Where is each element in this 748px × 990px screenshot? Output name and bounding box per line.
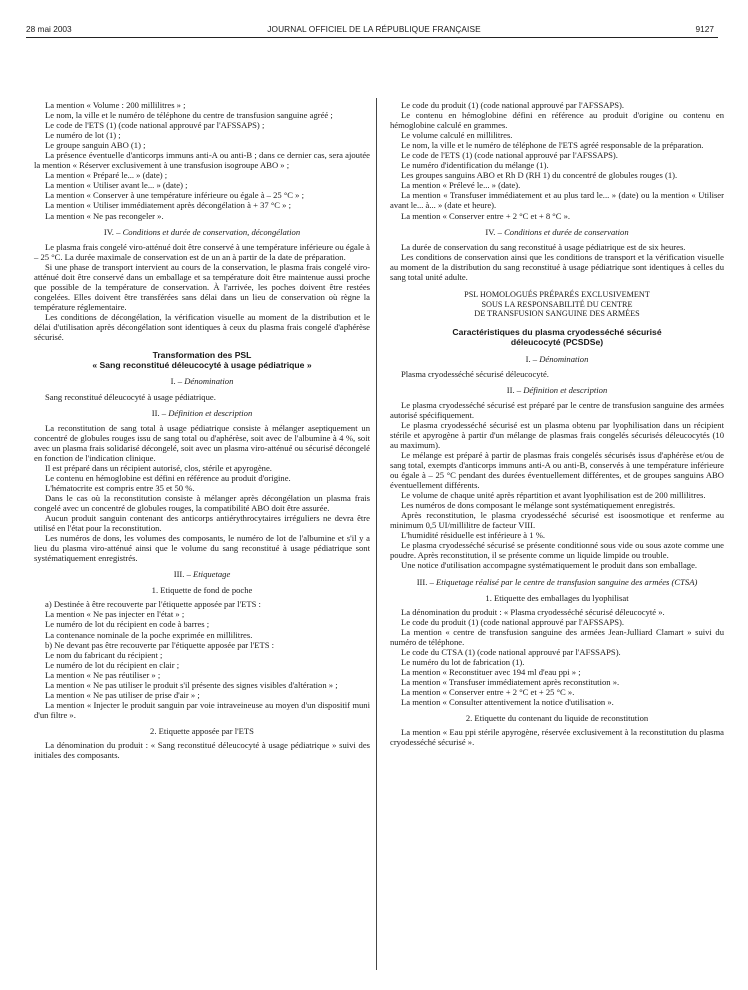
paragraph: Le numéro de lot du récipient en code à barres ; xyxy=(45,619,210,630)
paragraph: Plasma cryodesséché sécurisé déleucocyté. xyxy=(401,368,549,379)
paragraph: La mention « Ne pas recongeler ». xyxy=(45,210,164,221)
paragraph: Les numéros de dons, les volumes des composants, le numéro de lot de l'albumine et s'il y a lieu du plasma viro-atténué ainsi que le volume du sang reconstitué à usage pédiatrique sont systématiquement enregistrés. xyxy=(34,533,370,564)
paragraph: La mention « Ne pas utiliser le produit s'il présente des signes visibles d'altération » ; xyxy=(45,679,338,690)
paragraph: La mention « Transfuser immédiatement et au plus tard le... » (date) ou la mention « Utiliser avant le... à... » (date et heure). xyxy=(390,190,724,211)
paragraph: b) Ne devant pas être recouverte par l'étiquette apposée par l'ETS : xyxy=(45,639,275,650)
caps-line-1: PSL HOMOLOGUÉS PRÉPARÉS EXCLUSIVEMENT xyxy=(464,289,650,299)
paragraph: La reconstitution de sang total à usage pédiatrique consiste à mélanger aseptiquement un concentré de globules rouges issu de sang total ou d'aphérèse, soit avec de l'albumine à 4 %, soit avec un plasma frais solidarisé décongelé, soit avec un plasma viro-atténué ou sécurisé décongelé en fonction de l'indication clinique. xyxy=(34,422,370,463)
paragraph: La mention « Prélevé le... » (date). xyxy=(401,180,521,191)
left-column xyxy=(34,100,370,760)
page-number: 9127 xyxy=(695,24,714,34)
paragraph: Le mélange est préparé à partir de plasmas frais congelés sécurisés issus d'aphérèse et/ou de sang total, exempts d'anticorps immuns anti-A ou anti-B, conservés à une température inférieure ou égale à – 25 °C pendant des durées éventuellement différentes, et de groupes sanguins ABO éventuellement différents. xyxy=(390,449,724,491)
section-title: Définition et description xyxy=(523,384,608,395)
left-main-title xyxy=(34,350,370,370)
section-title: Conditions et durée de conservation, décongélation xyxy=(122,226,301,237)
paragraph: La mention « Reconstituer avec 194 ml d'eau ppi » ; xyxy=(401,666,581,677)
caps-line-2: SOUS LA RESPONSABILITÉ DU CENTRE xyxy=(481,299,633,309)
right-block-6 xyxy=(390,727,724,747)
paragraph: Le code du produit (1) (code national approuvé par l'AFSSAPS). xyxy=(401,100,625,110)
left-block-3 xyxy=(34,392,370,402)
paragraph: a) Destinée à être recouverte par l'étiquette apposée par l'ETS : xyxy=(45,599,261,610)
paragraph: Il est préparé dans un récipient autorisé, clos, stérile et apyrogène. xyxy=(45,462,272,473)
paragraph: La mention « Préparé le... » (date) ; xyxy=(45,170,168,181)
paragraph: La dénomination du produit : « Plasma cryodesséché sécurisé déleucocyté ». xyxy=(401,606,665,617)
paragraph: Sang reconstitué déleucocyté à usage pédiatrique. xyxy=(45,391,216,402)
paragraph: La présence éventuelle d'anticorps immuns anti-A ou anti-B ; dans ce dernier cas, sera ajoutée la mention « Réserver exclusivement à une transfusion isogroupe ABO » ; xyxy=(34,150,370,171)
left-block-2 xyxy=(34,242,370,342)
right-caps-heading xyxy=(390,290,724,319)
paragraph: La mention « Ne pas utiliser de prise d'air » ; xyxy=(45,689,200,700)
paragraph: L'humidité résiduelle est inférieure à 1 %. xyxy=(401,530,546,541)
column-divider xyxy=(376,98,377,970)
paragraph: Les conditions de décongélation, la vérification visuelle au moment de la distribution et le délai d'utilisation après décongélation sont identiques à ceux du plasma frais congelé d'aphérèse sécurisé. xyxy=(34,311,370,343)
paragraph: Le plasma cryodesséché sécurisé est un plasma obtenu par lyophilisation dans un récipient stérile et apyrogène à partir d'un mélange de plasmas frais congelés sécurisés déleucocytés (10 au maximum). xyxy=(390,419,724,450)
paragraph: Les numéros de dons composant le mélange sont systématiquement enregistrés. xyxy=(401,500,675,511)
main-title-line-2: « Sang reconstitué déleucocyté à usage pédiatrique » xyxy=(92,360,312,371)
section-number: IV. – xyxy=(485,226,502,237)
paragraph: Le volume calculé en millilitres. xyxy=(401,130,513,141)
paragraph: Le nom, la ville et le numéro de téléphone du centre de transfusion sanguine agréé ; xyxy=(45,110,333,121)
journal-title: JOURNAL OFFICIEL DE LA RÉPUBLIQUE FRANÇAISE xyxy=(267,24,481,34)
header-date: 28 mai 2003 xyxy=(26,24,72,34)
right-subheading-2: 2. Etiquette du contenant du liquide de reconstitution xyxy=(465,713,649,724)
section-title: Etiquetage xyxy=(193,569,231,580)
caps-line-3: DE TRANSFUSION SANGUINE DES ARMÉES xyxy=(474,309,640,319)
paragraph: La mention « Conserver à une température inférieure ou égale à – 25 °C » ; xyxy=(45,190,305,201)
paragraph: La durée de conservation du sang reconstitué à usage pédiatrique est de six heures. xyxy=(401,241,686,252)
paragraph: La mention « centre de transfusion sanguine des armées Jean-Julliard Clamart » suivi du numéro de téléphone. xyxy=(390,626,724,647)
paragraph: Une notice d'utilisation accompagne systématiquement le produit dans son emballage. xyxy=(401,560,698,571)
right-column xyxy=(390,100,724,747)
section-number: III. – xyxy=(173,569,191,580)
paragraph: La dénomination du produit : « Sang reconstitué déleucocyté à usage pédiatrique » suivi des initiales des composants. xyxy=(34,739,370,761)
section-number: III. – xyxy=(416,576,434,587)
paragraph: Le contenu en hémoglobine est défini en référence au produit d'origine. xyxy=(45,472,291,483)
right-section-iv-heading xyxy=(390,227,724,237)
section-number: II. – xyxy=(506,384,522,395)
right-main-title xyxy=(390,327,724,347)
left-block-5 xyxy=(34,599,370,720)
paragraph: La mention « Volume : 200 millilitres » ; xyxy=(45,100,186,110)
paragraph: Le plasma cryodesséché sécurisé est préparé par le centre de transfusion sanguine des armées autorisé spécifiquement. xyxy=(390,399,724,420)
main-title-line-1: Transformation des PSL xyxy=(152,350,252,361)
section-title: Conditions et durée de conservation xyxy=(504,226,629,237)
paragraph: Le numéro du lot de fabrication (1). xyxy=(401,656,525,667)
paragraph: Le code de l'ETS (1) (code national approuvé par l'AFSSAPS). xyxy=(401,150,618,161)
right-block-4 xyxy=(390,400,724,571)
left-block-6 xyxy=(34,740,370,760)
paragraph: La mention « Utiliser avant le... » (date) ; xyxy=(45,180,188,191)
paragraph: Le numéro de lot (1) ; xyxy=(45,130,121,141)
section-title: Dénomination xyxy=(539,353,589,364)
paragraph: Le numéro de lot du récipient en clair ; xyxy=(45,659,180,670)
left-subheading-2: 2. Etiquette apposée par l'ETS xyxy=(150,725,254,736)
paragraph: Le nom du fabricant du récipient ; xyxy=(45,649,163,660)
paragraph: La mention « Conserver entre + 2 °C et + 8 °C ». xyxy=(401,210,571,221)
paragraph: Dans le cas où la reconstitution consiste à mélanger après décongélation un plasma frais congelé avec un concentré de globules rouges, la compatibilité ABO doit être assurée. xyxy=(34,492,370,513)
paragraph: Le contenu en hémoglobine défini en référence au produit d'origine ou contenu en hémoglobine calculé en grammes. xyxy=(390,110,724,131)
paragraph: La mention « Ne pas injecter en l'état » ; xyxy=(45,609,185,620)
section-number: II. – xyxy=(151,407,167,418)
page-header xyxy=(0,24,748,38)
left-subheading-1: 1. Etiquette de fond de poche xyxy=(151,585,253,596)
paragraph: La mention « Conserver entre + 2 °C et + 25 °C ». xyxy=(401,687,575,697)
right-subheading-1: 1. Etiquette des emballages du lyophilisat xyxy=(485,592,629,603)
left-section-iii-heading xyxy=(34,569,370,579)
section-title: Définition et description xyxy=(168,407,253,418)
paragraph: L'hématocrite est compris entre 35 et 50 %. xyxy=(45,482,195,493)
paragraph: La mention « Transfuser immédiatement après reconstitution ». xyxy=(401,676,620,687)
paragraph: Le code du CTSA (1) (code national approuvé par l'AFSSAPS). xyxy=(401,646,621,657)
section-title: Dénomination xyxy=(184,376,234,387)
section-number: IV. – xyxy=(103,226,121,237)
right-block-5 xyxy=(390,607,724,707)
paragraph: Le groupe sanguin ABO (1) ; xyxy=(45,140,146,151)
main-title-line-2: déleucocyté (PCSDSe) xyxy=(510,337,604,348)
paragraph: La mention « Utiliser immédiatement après décongélation à + 37 °C » ; xyxy=(45,200,291,211)
paragraph: Le plasma cryodesséché sécurisé se présente conditionné sous vide ou sous azote comme une poudre. Après reconstitution, il se présente comme un liquide limpide ou trouble. xyxy=(390,540,724,561)
header-rule xyxy=(26,37,718,38)
paragraph: Le volume de chaque unité après répartition et avant lyophilisation est de 200 millilitres. xyxy=(401,490,706,501)
right-section-i-heading xyxy=(390,354,724,364)
main-title-line-1: Caractéristiques du plasma cryodesséché sécurisé xyxy=(452,327,662,338)
paragraph: Après reconstitution, le plasma cryodesséché sécurisé est isoosmotique et renferme au minimum 0,5 UI/millilitre de facteur VIII. xyxy=(390,510,724,531)
left-section-ii-heading xyxy=(34,408,370,418)
paragraph: Le numéro d'identification du mélange (1). xyxy=(401,160,549,171)
right-block-2 xyxy=(390,242,724,282)
left-section-iv-heading xyxy=(34,227,370,237)
paragraph: Le nom, la ville et le numéro de téléphone de l'ETS agréé responsable de la préparation. xyxy=(401,140,704,151)
paragraph: La mention « Consulter attentivement la notice d'utilisation ». xyxy=(401,697,614,708)
right-block-1 xyxy=(390,100,724,221)
paragraph: Le plasma frais congelé viro-atténué doit être conservé à une température inférieure ou égale à – 25 °C. La durée maximale de conservation est de un an à partir de la date de préparation. xyxy=(34,241,370,262)
paragraph: Le code du produit (1) (code national approuvé par l'AFSSAPS). xyxy=(401,616,625,627)
right-section-ii-heading xyxy=(390,385,724,395)
section-title: Etiquetage réalisé par le centre de transfusion sanguine des armées (CTSA) xyxy=(436,576,698,587)
left-block-1 xyxy=(34,100,370,221)
section-number: I. – xyxy=(170,376,183,387)
section-number: I. – xyxy=(525,353,538,364)
paragraph: Aucun produit sanguin contenant des anticorps antiérythrocytaires irréguliers ne devra être utilisé en l'état pour la reconstitution. xyxy=(34,513,370,534)
paragraph: La mention « Injecter le produit sanguin par voie intraveineuse au moyen d'un dispositif muni d'un filtre ». xyxy=(34,699,370,720)
right-block-3 xyxy=(390,369,724,379)
paragraph: La mention « Eau ppi stérile apyrogène, réservée exclusivement à la reconstitution du plasma cryodesséché sécurisé ». xyxy=(390,727,724,748)
paragraph: Les conditions de conservation ainsi que les conditions de transport et la vérification visuelle au moment de la distribution du sang reconstitué à usage pédiatrique sont identiques à celles du sang total unité adulte. xyxy=(390,251,724,282)
paragraph: Le code de l'ETS (1) (code national approuvé par l'AFSSAPS) ; xyxy=(45,120,265,131)
paragraph: Si une phase de transport intervient au cours de la conservation, le plasma frais congelé viro-atténué doit être conservé dans un emballage et sa température doit être maintenue aussi proche que possible de la température de conservation. À l'arrivée, les poches doivent être restées congelées. Elles doivent être transférées sans délai dans un lieu de conservation où règne la température réglementaire. xyxy=(34,261,370,312)
left-block-4 xyxy=(34,423,370,564)
left-section-i-heading xyxy=(34,376,370,386)
paragraph: Les groupes sanguins ABO et Rh D (RH 1) du concentré de globules rouges (1). xyxy=(401,170,678,181)
paragraph: La contenance nominale de la poche exprimée en millilitres. xyxy=(45,629,253,640)
paragraph: La mention « Ne pas réutiliser » ; xyxy=(45,669,161,680)
right-section-iii-heading xyxy=(390,577,724,587)
